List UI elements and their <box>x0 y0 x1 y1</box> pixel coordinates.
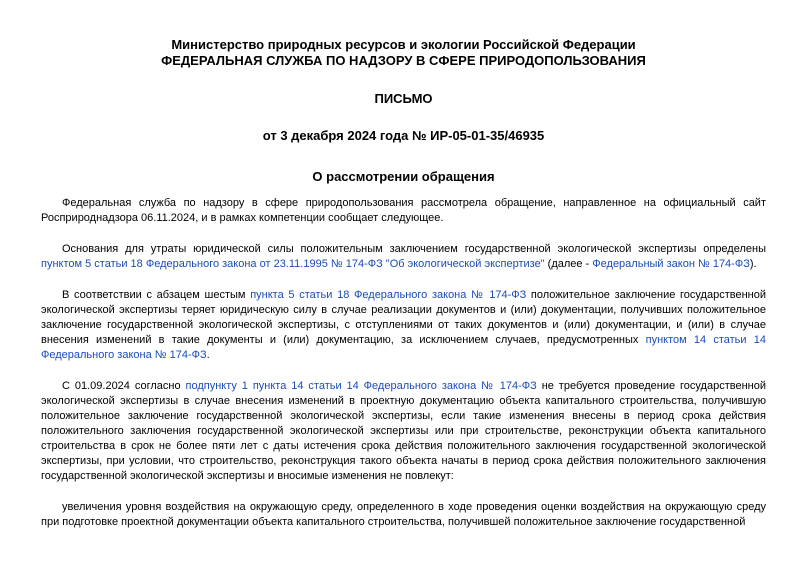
link-subpoint-1-point-14[interactable]: подпункту 1 пункта 14 статьи 14 Федерального закона № 174-ФЗ <box>185 380 537 392</box>
link-point-5-article-18[interactable]: пункта 5 статьи 18 Федерального закона № 174-ФЗ <box>250 289 527 301</box>
paragraph-2-text-a: Основания для утраты юридической силы положительным заключением государственной экологической экспертизы определены <box>62 243 766 255</box>
paragraph-5-text: увеличения уровня воздействия на окружающую среду, определенного в ходе проведения оценки воздействия на окружающую среду при подготовке проектной документации объекта капитального строительства, получившей положительное заключение государственной <box>41 501 766 528</box>
paragraph-2-text-b: (далее - <box>544 258 593 270</box>
paragraph-5 <box>41 500 766 530</box>
paragraph-4-text-b: не требуется проведение государственной экологической экспертизы в случае внесения изменений в проектную документацию объекта капитального строительства, получившую положительное заключение государственной экологической экспертизы, если такие изменения внесены в период срока действия положительного заключения государственной экологической экспертизы или при строительстве, реконструкции объекта капитального строительства в срок не более пяти лет с даты истечения срока действия положительного заключения государственной экологической экспертизы, при условии, что строительство, реконструкция такого объекта начаты в период срока действия положительного заключения государственной экологической экспертизы и вносимые изменения не повлекут: <box>41 380 766 482</box>
document-number: от 3 декабря 2024 года № ИР-05-01-35/46935 <box>262 128 545 143</box>
paragraph-1 <box>41 196 766 226</box>
link-point-14-article-14[interactable]: пунктом 14 статьи 14 Федерального закона № 174-ФЗ <box>41 334 766 361</box>
paragraph-4-text-a: С 01.09.2024 согласно <box>62 380 186 392</box>
paragraph-3-text-b: положительное заключение государственной экологической экспертизы теряет юридическую силу в случае реализации документов и (или) документации, получивших положительное заключение государственной экологической экспертизы, с отступлениями от таких документов и (или) документации, и (или) в случае внесения изменений в такие документы и (или) документацию, за исключением случаев, предусмотренных <box>41 289 766 346</box>
ministry-name: Министерство природных ресурсов и экологии Российской Федерации <box>171 37 636 52</box>
document-type: ПИСЬМО <box>374 91 433 106</box>
link-law-174[interactable]: Федеральный закон № 174-ФЗ <box>592 258 750 270</box>
paragraph-3 <box>41 288 766 363</box>
paragraph-2-text-c: ). <box>749 258 757 270</box>
paragraph-3-text-c: . <box>206 349 210 361</box>
service-name: ФЕДЕРАЛЬНАЯ СЛУЖБА ПО НАДЗОРУ В СФЕРЕ ПРИРОДОПОЛЬЗОВАНИЯ <box>161 53 646 68</box>
paragraph-4 <box>41 379 766 484</box>
document-body <box>41 196 766 546</box>
paragraph-2 <box>41 242 766 272</box>
link-article-18-law-174[interactable]: пунктом 5 статьи 18 Федерального закона от 23.11.1995 № 174-ФЗ "Об экологической экспертизе" <box>41 258 545 270</box>
paragraph-1-text: Федеральная служба по надзору в сфере природопользования рассмотрела обращение, направленное на официальный сайт Росприроднадзора 06.11.2024, и в рамках компетенции сообщает следующее. <box>41 197 766 224</box>
paragraph-3-text-a: В соответствии с абзацем шестым <box>62 289 251 301</box>
document-subject: О рассмотрении обращения <box>312 169 495 184</box>
